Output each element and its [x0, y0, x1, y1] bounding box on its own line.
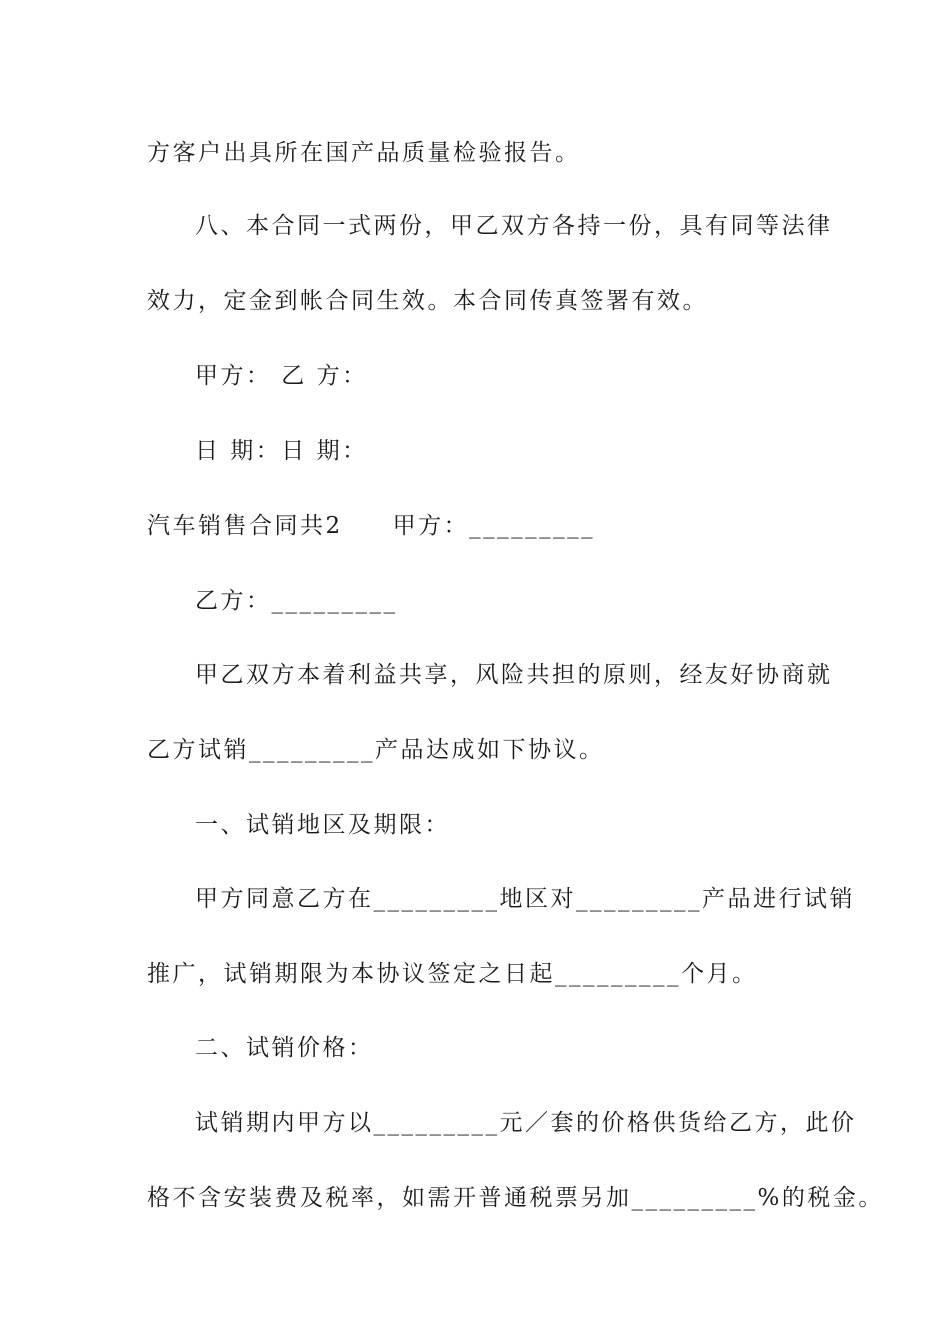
signature-date-line: 日 期：日 期： [195, 438, 368, 464]
section-1-line: 推广，试销期限为本协议签定之日起_________个月。 [147, 961, 758, 987]
clause-8-line: 八、本合同一式两份，甲乙双方各持一份，具有同等法律 [195, 213, 833, 239]
party-b-field: 乙方：_________ [195, 588, 398, 614]
contract-title: 汽车销售合同共2 [147, 513, 343, 539]
section-1-line: 甲方同意乙方在_________地区对_________产品进行试销 [195, 886, 855, 912]
section-heading-1: 一、试销地区及期限： [195, 812, 450, 838]
preamble-line: 乙方试销_________产品达成如下协议。 [147, 737, 605, 763]
preamble-line: 甲乙双方本着利益共享，风险共担的原则，经友好协商就 [195, 662, 833, 688]
signature-party-line: 甲方： 乙 方： [195, 363, 368, 389]
section-2-line: 试销期内甲方以_________元／套的价格供货给乙方，此价 [195, 1110, 857, 1136]
contract-title-line [147, 511, 837, 541]
paragraph-line: 效力，定金到帐合同生效。本合同传真签署有效。 [147, 288, 708, 314]
section-heading-2: 二、试销价格： [195, 1035, 374, 1061]
section-2-line: 格不含安装费及税率，如需开普通税票另加_________%的税金。 [147, 1185, 884, 1211]
paragraph-line: 方客户出具所在国产品质量检验报告。 [147, 140, 581, 166]
party-a-field: 甲方：_________ [392, 513, 596, 539]
